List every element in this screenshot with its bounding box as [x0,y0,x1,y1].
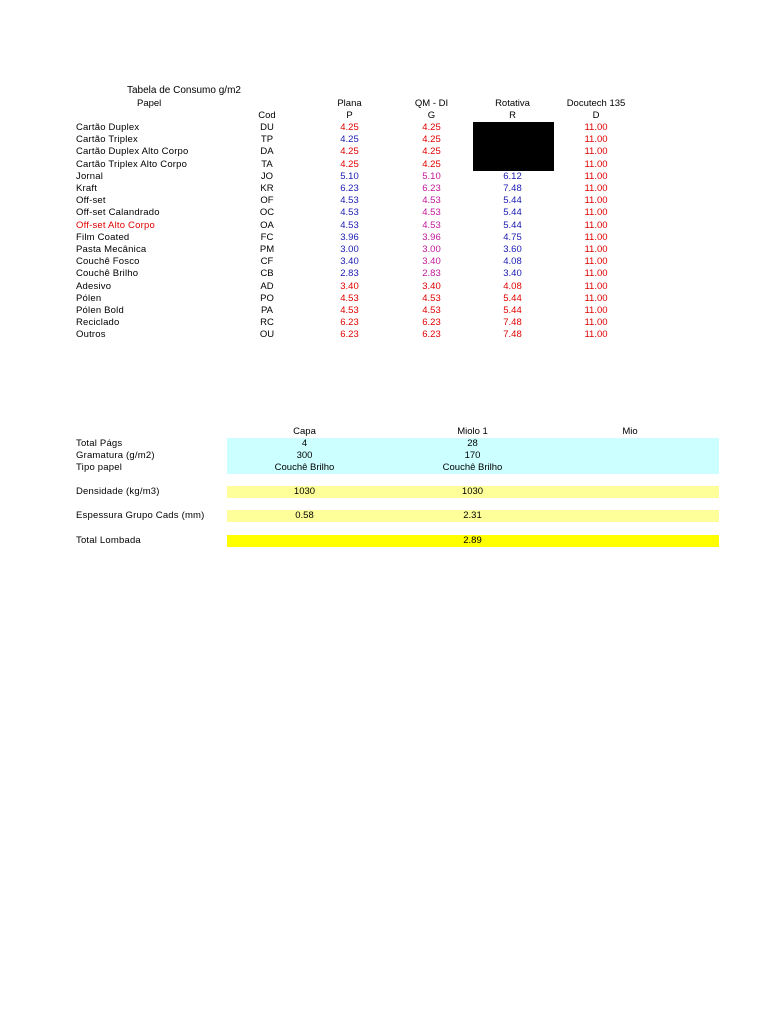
plana-value[interactable]: 4.25 [340,134,359,146]
paper-cod[interactable]: AD [260,280,274,292]
label-total-pags: Total Págs [76,438,123,449]
qm-value[interactable]: 6.23 [422,317,441,329]
paper-cod[interactable]: PA [261,305,273,316]
paper-cod[interactable]: OA [260,219,274,231]
qm-value[interactable]: 4.53 [422,292,441,304]
docutech-value[interactable]: 11.00 [584,317,608,329]
docutech-value[interactable]: 11.00 [584,280,608,292]
paper-name[interactable]: Outros [76,329,106,341]
paper-name[interactable]: Cartão Duplex Alto Corpo [76,146,189,158]
table-row [0,317,768,329]
capa-total-pags[interactable]: 4 [301,438,308,449]
qm-value[interactable]: 3.96 [422,231,441,243]
plana-value[interactable]: 5.10 [340,170,359,182]
paper-name[interactable]: Film Coated [76,231,130,243]
capa-espessura[interactable]: 0.58 [295,510,314,521]
docutech-value[interactable]: 11.00 [584,292,608,304]
rotativa-value[interactable]: 5.44 [503,207,522,219]
docutech-value[interactable]: 11.00 [584,268,608,280]
table-row [0,183,768,195]
docutech-value[interactable]: 11.00 [584,146,608,158]
docutech-value[interactable]: 11.00 [584,329,608,341]
qm-value[interactable]: 4.53 [422,219,441,231]
docutech-value[interactable]: 11.00 [584,195,608,207]
qm-value[interactable]: 3.00 [422,244,441,255]
col-mio: Mio [622,426,638,437]
qm-value[interactable]: 4.25 [422,134,441,146]
paper-name[interactable]: Kraft [76,183,98,194]
plana-value[interactable]: 6.23 [340,329,359,341]
qm-value[interactable]: 5.10 [422,170,441,182]
qm-value[interactable]: 4.53 [422,305,441,316]
table-row [0,146,768,158]
subheader-rotativa: R [509,110,516,121]
rotativa-value[interactable]: 7.48 [503,183,522,194]
qm-value[interactable]: 4.25 [422,158,441,170]
paper-name[interactable]: Cartão Duplex [76,122,140,133]
paper-cod[interactable]: PO [260,292,274,304]
qm-value[interactable]: 2.83 [422,268,441,280]
plana-value[interactable]: 6.23 [340,317,359,329]
table-row [0,122,768,134]
paper-cod[interactable]: OC [259,207,275,219]
qm-value[interactable]: 4.53 [422,195,441,207]
table-row [0,134,768,146]
paper-cod[interactable]: JO [260,170,274,182]
plana-value[interactable]: 4.53 [340,305,359,316]
qm-value[interactable]: 3.40 [422,280,441,292]
plana-value[interactable]: 4.53 [340,195,359,207]
plana-value[interactable]: 4.25 [340,122,359,133]
paper-name[interactable]: Adesivo [76,280,112,292]
qm-value[interactable]: 4.53 [422,207,441,219]
rotativa-value[interactable]: 7.48 [503,317,522,329]
paper-name[interactable]: Jornal [76,170,104,182]
table-row [0,232,768,244]
redacted-box [473,122,554,171]
plana-value[interactable]: 4.25 [340,146,359,158]
plana-value[interactable]: 3.40 [340,280,359,292]
col-miolo1: Miolo 1 [457,426,488,437]
paper-name[interactable]: Couchê Fosco [76,256,140,268]
label-espessura: Espessura Grupo Cads (mm) [76,510,205,521]
table-row [0,207,768,219]
rotativa-value[interactable]: 4.08 [503,280,522,292]
rotativa-value[interactable]: 5.44 [503,195,522,207]
paper-name[interactable]: Cartão Triplex [76,134,138,146]
miolo1-densidade[interactable]: 1030 [461,486,484,497]
miolo1-total-pags[interactable]: 28 [467,438,478,449]
rotativa-value[interactable]: 6.12 [503,170,522,182]
capa-gramatura[interactable]: 300 [296,450,313,461]
header-rotativa: Rotativa [495,98,530,109]
paper-name[interactable]: Pólen Bold [76,305,124,316]
paper-cod[interactable]: OF [260,195,274,207]
docutech-value[interactable]: 11.00 [584,170,608,182]
table-row [0,195,768,207]
header-qm: QM - DI [414,98,449,109]
table-row [0,220,768,232]
table-row [0,244,768,256]
paper-name[interactable]: Cartão Triplex Alto Corpo [76,158,188,170]
docutech-value[interactable]: 11.00 [584,134,608,146]
rotativa-value[interactable]: 7.48 [503,329,522,341]
docutech-value[interactable]: 11.00 [584,183,608,194]
col-capa: Capa [293,426,316,437]
header-plana: Plana [337,98,362,109]
capa-tipo-papel[interactable]: Couchê Brilho [274,462,335,473]
header-papel: Papel [137,98,162,109]
subheader-qm: G [427,110,436,121]
subheader-plana: P [346,110,353,121]
qm-value[interactable]: 6.23 [422,183,441,194]
header-cod: Cod [258,110,276,121]
header-docutech: Docutech 135 [566,98,626,109]
plana-value[interactable]: 4.53 [340,219,359,231]
docutech-value[interactable]: 11.00 [584,122,608,133]
table-row [0,305,768,317]
paper-cod[interactable]: DU [260,122,274,133]
paper-name[interactable]: Off-set Alto Corpo [76,219,155,231]
table-title: Tabela de Consumo g/m2 [127,85,241,96]
docutech-value[interactable]: 11.00 [584,207,608,219]
qm-value[interactable]: 4.25 [422,122,441,133]
miolo1-gramatura[interactable]: 170 [464,450,481,461]
rotativa-value[interactable]: 3.60 [503,244,522,255]
paper-cod[interactable]: OU [259,329,275,341]
plana-value[interactable]: 4.53 [340,292,359,304]
paper-cod[interactable]: RC [260,317,274,329]
plana-value[interactable]: 3.00 [340,244,359,255]
paper-cod[interactable]: CF [260,256,274,268]
paper-name[interactable]: Pasta Mecânica [76,244,147,255]
miolo1-tipo-papel[interactable]: Couchê Brilho [442,462,503,473]
rotativa-value[interactable]: 4.75 [503,231,522,243]
table-row [0,268,768,280]
paper-cod[interactable]: FC [260,231,274,243]
plana-value[interactable]: 2.83 [340,268,359,280]
subheader-docutech: D [592,110,600,121]
table-row [0,329,768,341]
rotativa-value[interactable]: 4.08 [503,256,522,268]
label-tipo-papel: Tipo papel [76,462,123,473]
paper-cod[interactable]: TP [260,134,274,146]
qm-value[interactable]: 6.23 [422,329,441,341]
plana-value[interactable]: 3.96 [340,231,359,243]
table-row [0,293,768,305]
plana-value[interactable]: 4.25 [340,158,359,170]
docutech-value[interactable]: 11.00 [584,305,608,316]
paper-cod[interactable]: PM [259,244,275,255]
table-row [0,171,768,183]
paper-name[interactable]: Off-set Calandrado [76,207,160,219]
qm-value[interactable]: 3.40 [422,256,441,268]
rotativa-value[interactable]: 5.44 [503,305,522,316]
label-total-lombada: Total Lombada [76,535,141,546]
rotativa-value[interactable]: 5.44 [503,292,522,304]
plana-value[interactable]: 3.40 [340,256,359,268]
paper-cod[interactable]: KR [260,183,274,194]
capa-densidade[interactable]: 1030 [293,486,316,497]
plana-value[interactable]: 4.53 [340,207,359,219]
paper-name[interactable]: Couchê Brilho [76,268,139,280]
paper-name[interactable]: Reciclado [76,317,120,329]
label-densidade: Densidade (kg/m3) [76,486,160,497]
paper-name[interactable]: Off-set [76,195,106,207]
qm-value[interactable]: 4.25 [422,146,441,158]
plana-value[interactable]: 6.23 [340,183,359,194]
miolo1-espessura[interactable]: 2.31 [463,510,482,521]
docutech-value[interactable]: 11.00 [584,219,608,231]
docutech-value[interactable]: 11.00 [584,244,608,255]
paper-cod[interactable]: CB [260,268,274,280]
docutech-value[interactable]: 11.00 [584,158,608,170]
label-gramatura: Gramatura (g/m2) [76,450,155,461]
paper-cod[interactable]: DA [260,146,274,158]
table-row [0,256,768,268]
rotativa-value[interactable]: 3.40 [503,268,522,280]
paper-name[interactable]: Pólen [76,292,102,304]
rotativa-value[interactable]: 5.44 [503,219,522,231]
table-row [0,281,768,293]
total-lombada-value[interactable]: 2.89 [463,535,482,546]
paper-cod[interactable]: TA [261,158,273,170]
docutech-value[interactable]: 11.00 [584,231,608,243]
table-row [0,159,768,171]
docutech-value[interactable]: 11.00 [584,256,608,268]
